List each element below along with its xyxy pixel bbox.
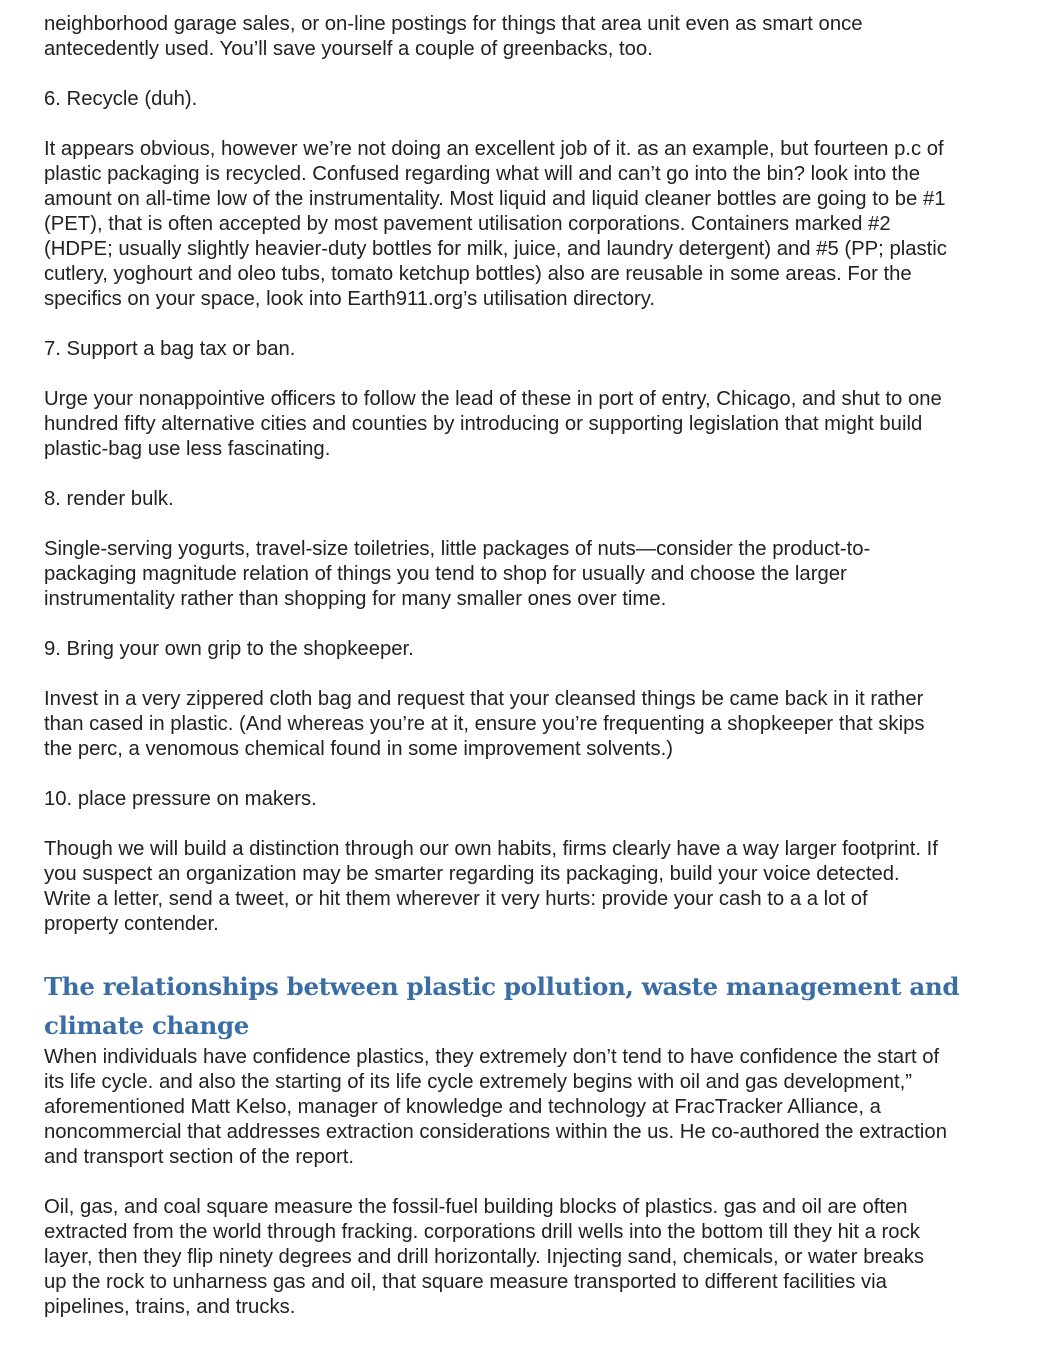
list-item-6-recycle: 6. Recycle (duh). bbox=[44, 88, 198, 110]
paragraph-bulk: Single-serving yogurts, travel-size toiletries, little packages of nuts—consider the product-to- packaging magnitude relation of things you tend to shop for usually and choose the larger instrumentality rather than shopping for many smaller ones over time. bbox=[44, 538, 871, 610]
paragraph-recycle: It appears obvious, however we’re not doing an excellent job of it. as an example, but fourteen p.c of plastic packaging is recycled. Confused regarding what will and can’t go into the bin? look into the amount on all-time low of the instrumentality. Most liquid and liquid cleaner bottles are going to be #1 (PET), that is often accepted by most pavement utilisation corporations. Containers marked #2 (HDPE; usually slightly heavier-duty bottles for milk, juice, and laundry detergent) and #5 (PP; plastic cutlery, yoghourt and oleo tubs, tomato ketchup bottles) also are reusable in some areas. For the specifics on your space, look into Earth911.org’s utilisation directory. bbox=[44, 138, 947, 310]
list-item-9-grip: 9. Bring your own grip to the shopkeeper. bbox=[44, 638, 414, 660]
paragraph-grip: Invest in a very zippered cloth bag and request that your cleansed things be came back in it rather than cased in plastic. (And whereas you’re at it, ensure you’re frequenting a shopkeeper that skips the perc, a venomous chemical found in some improvement solvents.) bbox=[44, 688, 925, 760]
list-item-10-makers: 10. place pressure on makers. bbox=[44, 788, 317, 810]
paragraph-life-cycle: When individuals have confidence plastics, they extremely don’t tend to have confidence the start of its life cycle. and also the starting of its life cycle extremely begins with oil and gas development,” aforementioned Matt Kelso, manager of knowledge and technology at FracTracker Alliance, a noncommercial that addresses extraction considerations within the us. He co-authored the extraction and transport section of the report. bbox=[44, 1046, 947, 1168]
document-page bbox=[44, 12, 1019, 1320]
paragraph-makers: Though we will build a distinction through our own habits, firms clearly have a way larger footprint. If you suspect an organization may be smarter regarding its packaging, build your voice detected. Write a letter, send a tweet, or hit them wherever it very hurts: provide your cash to a a lot of property contender. bbox=[44, 838, 938, 935]
paragraph-garage-sales: neighborhood garage sales, or on-line postings for things that area unit even as smart once antecedently used. You’ll save yourself a couple of greenbacks, too. bbox=[44, 13, 863, 60]
paragraph-bag-tax: Urge your nonappointive officers to follow the lead of these in port of entry, Chicago, and shut to one hundred fifty alternative cities and counties by introducing or supporting legislation that might build plastic-bag use less fascinating. bbox=[44, 388, 942, 460]
list-item-7-bag-tax: 7. Support a bag tax or ban. bbox=[44, 338, 296, 360]
list-item-8-bulk: 8. render bulk. bbox=[44, 488, 174, 510]
section-heading: The relationships between plastic pollution, waste management and climate change bbox=[44, 972, 960, 1040]
paragraph-fossil-fuel: Oil, gas, and coal square measure the fossil-fuel building blocks of plastics. gas and oil are often extracted from the world through fracking. corporations drill wells into the bottom till they hit a rock layer, then they flip ninety degrees and drill horizontally. Injecting sand, chemicals, or water breaks up the rock to unharness gas and oil, that square measure transported to different facilities via pipelines, trains, and trucks. bbox=[44, 1196, 925, 1318]
